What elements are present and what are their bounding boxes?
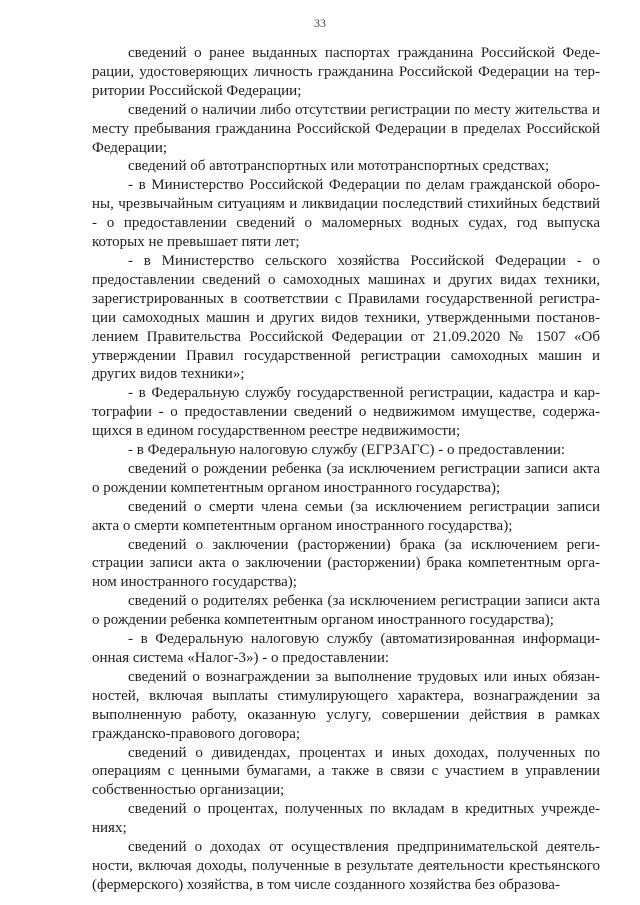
paragraph: - в Федеральную службу государственной регистрации, кадастра и картографии - о предоставлении сведений о недвижимом имуществе, содержащихся в едином государственном реестре недвижимости;	[92, 385, 600, 440]
paragraph: - в Федеральную налоговую службу (ЕГРЗАГС) - о предоставлении:	[128, 442, 566, 459]
paragraph: сведений о смерти члена семьи (за исключением регистрации записи акта о смерти компетентным органом иностранного государства);	[92, 498, 600, 534]
paragraph: сведений о дивидендах, процентах и иных доходах, полученных по операциям с ценными бумагами, а также в связи с участием в управлении собственностью организации;	[92, 744, 600, 799]
paragraph: - в Министерство Российской Федерации по делам гражданской обороны, чрезвычайным ситуациям и ликвидации последствий стихийных бедствий - о предоставлении сведений о маломерных водных судах, год выпуска которых не превышает пяти лет;	[92, 177, 600, 251]
paragraph: - в Федеральную налоговую службу (автоматизированная информационная система «Налог-3») - о предоставлении:	[92, 631, 600, 666]
page-number: 33	[314, 16, 326, 30]
paragraph: сведений о ранее выданных паспортах гражданина Российской Федерации, удостоверяющих личность гражданина Российской Федерации на территории Российской Федерации;	[92, 45, 600, 99]
paragraph: сведений о родителях ребенка (за исключением регистрации записи акта о рождении ребенка компетентным органом иностранного государства);	[92, 593, 600, 629]
paragraph: сведений о рождении ребенка (за исключением регистрации записи акта о рождении компетентным органом иностранного государства);	[92, 460, 600, 496]
paragraph: сведений о заключении (расторжении) брака (за исключением регистрации записи акта о заключении (расторжении) брака компетентным органом иностранного государства);	[92, 536, 600, 591]
paragraph: - в Министерство сельского хозяйства Российской Федерации - о предоставлении сведений о самоходных машинах и других видах техники, зарегистрированных в соответствии с Правилами государственной регистрации самоходных машин и других видов техники, утвержденными постановлением Правительства Российской Федерации от 21.09.2020 № 1507 «Об утверждении Правил государственной регистрации самоходных машин и других видов техники»;	[92, 252, 600, 383]
document-body	[92, 44, 600, 895]
paragraph: сведений о наличии либо отсутствии регистрации по месту жительства и месту пребывания гражданина Российской Федерации в пределах Российской Федерации;	[92, 101, 600, 156]
paragraph: сведений о вознаграждении за выполнение трудовых или иных обязанностей, включая выплаты стимулирующего характера, вознаграждении за выполненную работу, оказанную услугу, совершении действия в рамках гражданско-правового договора;	[92, 668, 600, 742]
paragraph: сведений о процентах, полученных по вкладам в кредитных учреждениях;	[92, 801, 600, 837]
paragraph: сведений об автотранспортных или мототранспортных средствах;	[128, 158, 550, 175]
paragraph: сведений о доходах от осуществления предпринимательской деятельности, включая доходы, полученные в результате деятельности крестьянского (фермерского) хозяйства, в том числе созданного хозяйства без образова-	[92, 839, 600, 893]
